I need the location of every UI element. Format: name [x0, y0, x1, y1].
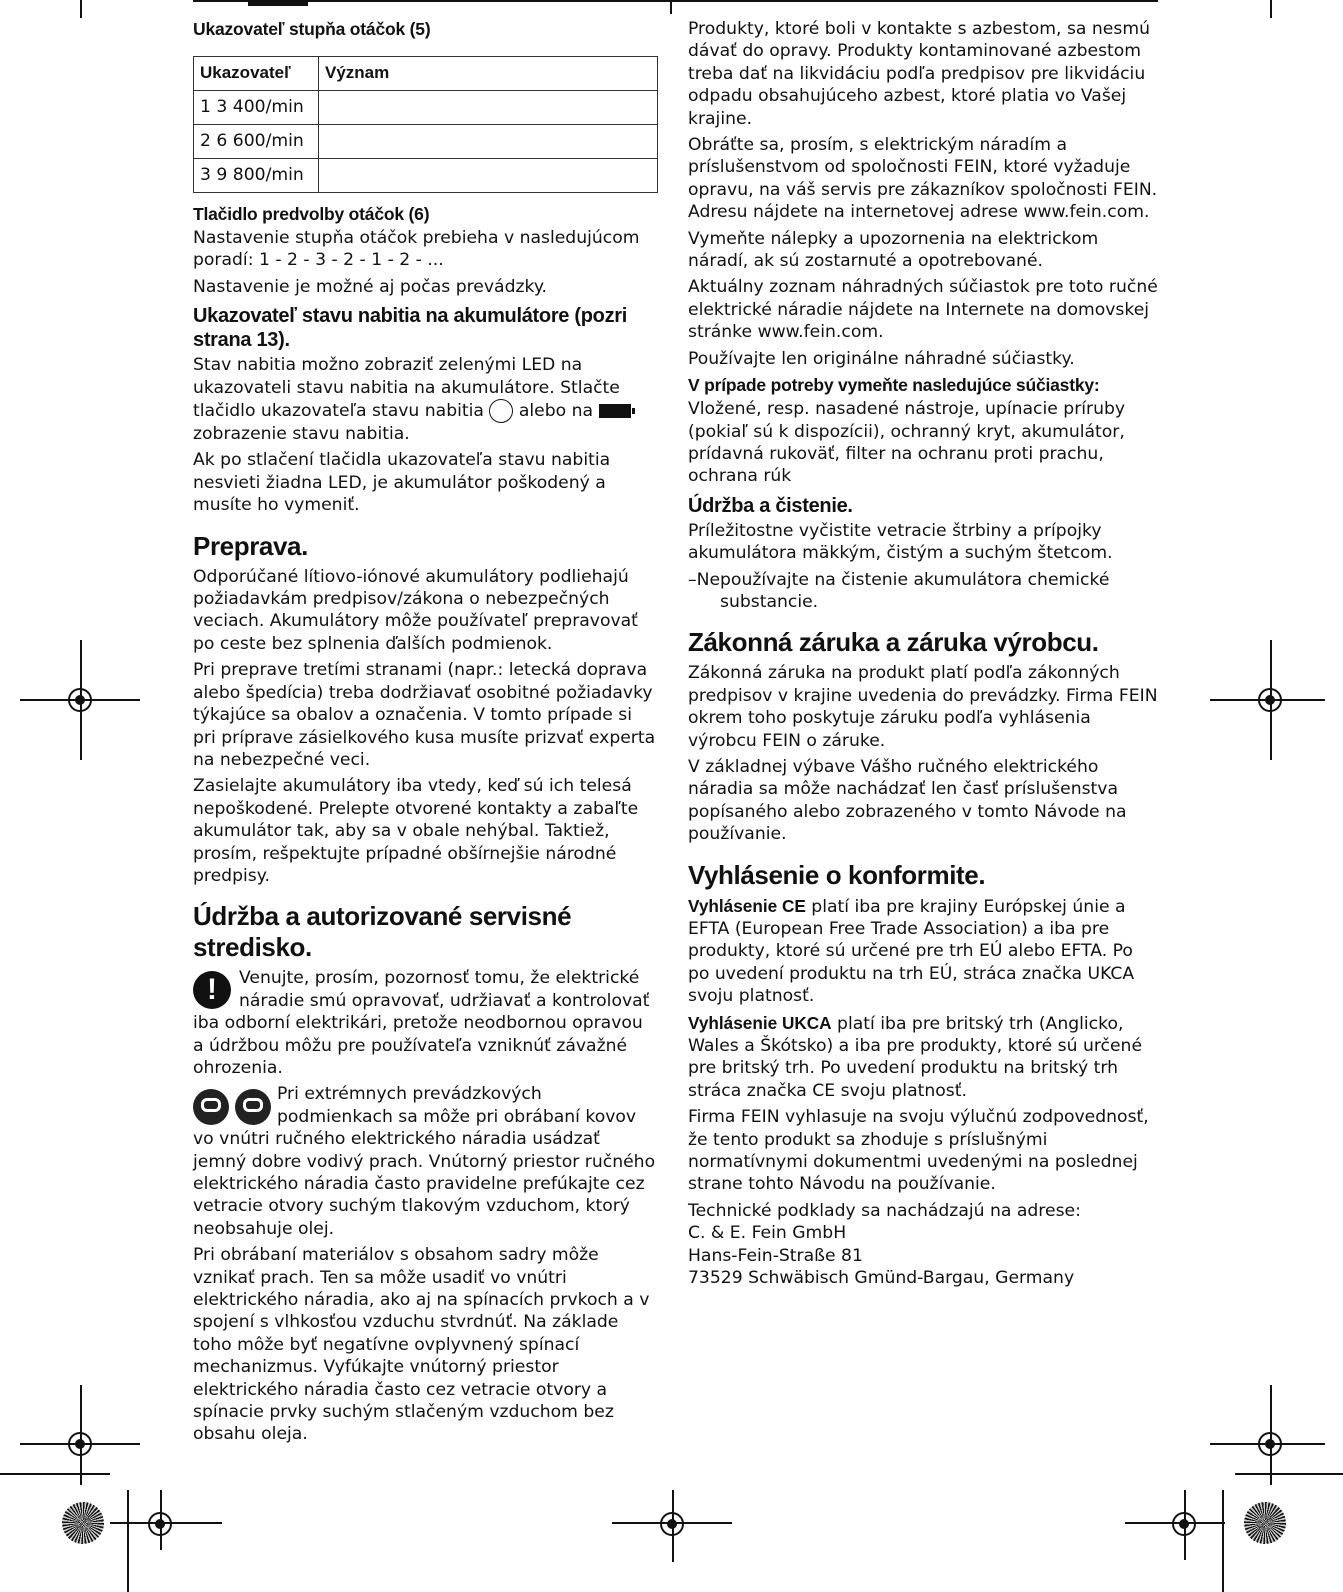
- right-column: [688, 18, 1158, 1290]
- paragraph: Odporúčané lítiovo-iónové akumulátory podliehajú požiadavkám predpisov/zákona o nebezpečných veciach. Akumulátory môže používateľ prepravovať po ceste bez splnenia ďalších podmienok.: [193, 566, 638, 654]
- paragraph: Produkty, ktoré boli v kontakte s azbestom, sa nesmú dávať do opravy. Produkty kontaminované azbestom treba dať na likvidáciu podľa predpisov pre likvidáciu odpadu obsahujúceho azbest, ktoré platia vo Vašej krajine.: [688, 19, 1150, 129]
- ukca-label: Vyhlásenie UKCA: [688, 1012, 832, 1033]
- table-header-row: [194, 57, 658, 91]
- charge-indicator-heading: Ukazovateľ stavu nabitia na akumulátore (pozri strana 13).: [193, 305, 628, 352]
- crop-mark: [80, 0, 82, 18]
- paragraph: V základnej výbave Vášho ručného elektrického náradia sa môže nachádzať len časť príslušenstva popísaného alebo zobrazeného v tomto Návode na používanie.: [688, 756, 1127, 845]
- safety-goggles-icon: [193, 1089, 229, 1125]
- registration-mark-icon: [660, 1512, 684, 1536]
- conformity-heading: Vyhlásenie o konformite.: [688, 859, 986, 890]
- top-tab-mark: [248, 0, 308, 6]
- charge-button-icon: [489, 399, 513, 423]
- table-cell: 3 9 800/min: [194, 159, 319, 193]
- address-line: Hans-Fein-Straße 81: [688, 1245, 863, 1266]
- registration-mark-icon: [68, 688, 92, 712]
- address-line: C. & E. Fein GmbH: [688, 1223, 847, 1244]
- paragraph: Nastavenie je možné aj počas prevádzky.: [193, 276, 548, 297]
- service-heading: Údržba a autorizované servisné stredisko.: [193, 901, 572, 963]
- table-row: [194, 125, 658, 159]
- color-calibration-dial-icon: [62, 1502, 104, 1544]
- crop-mark: [1222, 1490, 1224, 1592]
- paragraph: Zákonná záruka na produkt platí podľa zákonných predpisov v krajine uvedenia do prevádzky. Firma FEIN okrem toho poskytuje záruku podľa vyhlásenia výrobcu FEIN o záruke.: [688, 663, 1158, 751]
- crop-mark: [0, 1473, 110, 1475]
- list-item: –Nepoužívajte na čistenie akumulátora chemické substancie.: [688, 569, 1110, 612]
- table-cell: 2 6 600/min: [194, 125, 319, 159]
- address-line: 73529 Schwäbisch Gmünd-Bargau, Germany: [688, 1268, 1075, 1289]
- color-calibration-dial-icon: [1244, 1502, 1286, 1544]
- crop-mark: [1270, 0, 1272, 18]
- registration-mark-icon: [1258, 688, 1282, 712]
- paragraph: Pri extrémnych prevádzkových podmienkach sa môže pri obrábaní kovov vo vnútri ručného elektrického náradia usádzať jemný dobre vodivý prach. Vnútorný priestor ručného elektrického náradia často pravidelne prefúkajte cez vetracie otvory suchým tlakovým vzduchom, ktorý neobsahuje olej.: [193, 1084, 656, 1239]
- crop-mark: [127, 1490, 129, 1592]
- care-heading: Údržba a čistenie.: [688, 494, 853, 517]
- crop-mark: [1235, 1473, 1343, 1475]
- paragraph: Vložené, resp. nasadené nástroje, upínacie príruby (pokiaľ sú k dispozícii), ochranný kryt, akumulátor, prídavná rukoväť, filter na ochranu proti prachu, ochrana rúk: [688, 399, 1126, 487]
- column-divider: [670, 0, 672, 14]
- transport-heading: Preprava.: [193, 530, 308, 561]
- paragraph: Obráťte sa, prosím, s elektrickým náradím a príslušenstvom od spoločnosti FEIN, ktoré vyžaduje opravu, na váš servis pre zákazníkov spoločnosti FEIN. Adresu nájdete na internetovej adrese www.fein.com.: [688, 135, 1158, 223]
- paragraph: Firma FEIN vyhlasuje na svoju výlučnú zodpovednosť, že tento produkt sa zhoduje s príslušnými normatívnymi dokumentmi uvedenými na poslednej strane tohto Návodu na používanie.: [688, 1107, 1149, 1195]
- paragraph: Ak po stlačení tlačidla ukazovateľa stavu nabitia nesvieti žiadna LED, je akumulátor poškodený a musíte ho vymeniť.: [193, 450, 611, 516]
- paragraph: Technické podklady sa nachádzajú na adrese:: [688, 1200, 1081, 1221]
- paragraph: Vyhlásenie UKCA platí iba pre britský trh (Anglicko, Wales a Škótsko) a iba pre produkty, ktoré sú určené pre britský trh. Po uvedení produktu na britský trh stráca značka CE svoju platnosť.: [688, 1012, 1143, 1101]
- paragraph: Stav nabitia možno zobraziť zelenými LED na ukazovateli stavu nabitia na akumulátore. Stlačte tlačidlo ukazovateľa stavu nabitia alebo na zobrazenie stavu nabitia.: [193, 354, 658, 445]
- warranty-heading: Zákonná záruka a záruka výrobcu.: [688, 627, 1099, 658]
- battery-icon: [599, 404, 631, 418]
- warning-exclamation-icon: !: [193, 971, 231, 1009]
- crop-mark: [160, 1490, 162, 1550]
- registration-mark-icon: [68, 1432, 92, 1456]
- left-column: [193, 18, 658, 1450]
- dust-mask-icon: [235, 1089, 271, 1125]
- table-header-cell: Ukazovateľ: [194, 57, 319, 91]
- paragraph: Vymeňte nálepky a upozornenia na elektrickom náradí, ak sú zostarnuté a opotrebované.: [688, 228, 1099, 272]
- registration-mark-icon: [1258, 1432, 1282, 1456]
- table-cell: [319, 125, 658, 159]
- top-rule: [193, 0, 1158, 2]
- ce-label: Vyhlásenie CE: [688, 895, 806, 916]
- paragraph: Vyhlásenie CE platí iba pre krajiny Európskej únie a EFTA (European Free Trade Association) a iba pre produkty, ktoré sú určené pre trh EÚ alebo EFTA. Po po uvedení produktu na trh EÚ, stráca značka UKCA svoju platnosť.: [688, 895, 1135, 1007]
- paragraph: ! Venujte, prosím, pozornosť tomu, že elektrické náradie smú opravovať, udržiavať a kontrolovať iba odborní elektrikári, pretože neodbornou opravou a údržbou môžu pre používateľa vzniknúť závažné ohrozenia.: [193, 968, 650, 1078]
- speed-table: [193, 56, 658, 193]
- paragraph: Aktuálny zoznam náhradných súčiastok pre toto ručné elektrické náradie nájdete na Internete na domovskej stránke www.fein.com.: [688, 277, 1158, 343]
- paragraph: Nastavenie stupňa otáčok prebieha v nasledujúcom poradí: 1 - 2 - 3 - 2 - 1 - 2 - ...: [193, 228, 640, 271]
- table-row: [194, 159, 658, 193]
- paragraph: Zasielajte akumulátory iba vtedy, keď sú ich telesá nepoškodené. Prelepte otvorené kontakty a zabaľte akumulátor tak, aby sa v obale nehýbal. Taktiež, prosím, rešpektujte prípadné obšírnejšie národné predpisy.: [193, 776, 639, 886]
- table-cell: [319, 91, 658, 125]
- table-row: [194, 91, 658, 125]
- registration-mark-icon: [1172, 1512, 1196, 1536]
- paragraph: Príležitostne vyčistite vetracie štrbiny a prípojky akumulátora mäkkým, čistým a suchým štetcom.: [688, 520, 1113, 564]
- speed-preset-heading: Tlačidlo predvolby otáčok (6): [193, 204, 430, 224]
- replace-parts-heading: V prípade potreby vymeňte nasledujúce súčiastky:: [688, 375, 1100, 396]
- paragraph: Pri obrábaní materiálov s obsahom sadry môže vznikať prach. Ten sa môže usadiť vo vnútri elektrického náradia, ako aj na spínacích prvkoch a v spojení s vlhkosťou vzduchu stvrdnúť. Na základe toho môže byť negatívne ovplyvnený spínací mechanizmus. Vyfúkajte vnútorný priestor elektrického náradia často cez vetracie otvory a spínacie prvky suchým stlačeným vzduchom bez obsahu oleja.: [193, 1245, 650, 1445]
- table-cell: 1 3 400/min: [194, 91, 319, 125]
- speed-indicator-heading: Ukazovateľ stupňa otáčok (5): [193, 19, 431, 39]
- table-header-cell: Význam: [319, 57, 658, 91]
- paragraph: Používajte len originálne náhradné súčiastky.: [688, 348, 1075, 369]
- table-cell: [319, 159, 658, 193]
- paragraph: Pri preprave tretími stranami (napr.: letecká doprava alebo špedícia) treba dodržiavať osobitné požiadavky týkajúce sa obalov a označenia. V tomto prípade si pri príprave zásielkového kusa musíte prizvať experta na nebezpečné veci.: [193, 660, 656, 770]
